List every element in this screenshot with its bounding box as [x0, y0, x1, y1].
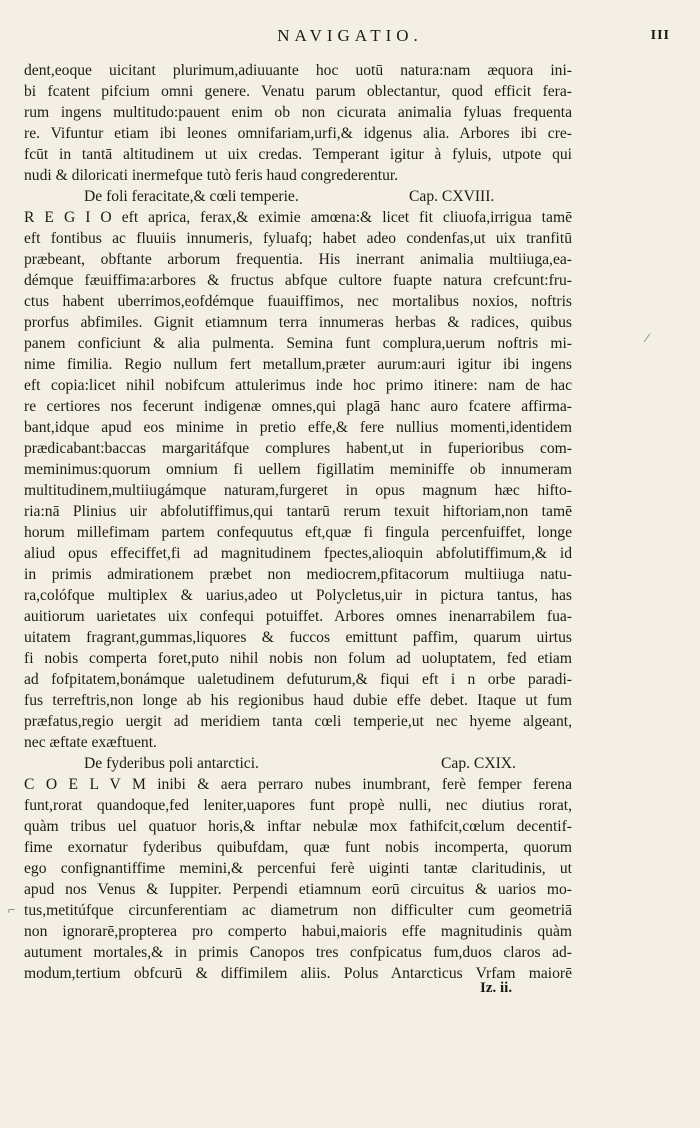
text-line: rum ingens multitudo:pauent enim ob non cicurata animalia fyluas frequenta: [24, 104, 572, 121]
text-line: aliud opus effeciffet,fi ad magnitudinem fpectes,alioquin abfolutiffimum,& id: [24, 545, 572, 562]
chapter-heading-title: De fyderibus poli antarctici.: [84, 755, 259, 772]
chapter-heading: [24, 753, 572, 774]
text-line: quàm tribus uel quatuor horis,& inftar nebulæ mox fathifcit,cœlum decentif-: [24, 818, 572, 835]
text-line: auitiorum uarietates uix confequi potuiffet. Arbores omnes inenarrabilem fua-: [24, 608, 572, 625]
text-line: bi fcatent pifcium omni genere. Venatu parum oblectantur, quod efficit fera-: [24, 83, 572, 100]
text-line: autument mortales,& in primis Canopos tres confpicatus fum,duos claros ad-: [24, 944, 572, 961]
text-line: re certiores nos fecerunt indigenæ omnes,qui plagā hanc auro fcatere affirma-: [24, 398, 572, 415]
catchword: Iz. ii.: [480, 980, 513, 996]
folio-number: III: [650, 28, 670, 43]
chapter-heading-title: De foli feracitate,& cœli temperie.: [84, 188, 299, 205]
text-line: uitatem fragrant,gummas,liquores & fuccos emittunt paffim, quarum uirtus: [24, 629, 572, 646]
text-line: funt,rorat quandoque,fed leniter,uapores funt propè nulli, nec diutius rorat,: [24, 797, 572, 814]
chapter-number: Cap. CXIX.: [441, 755, 516, 772]
text-line: meminimus:quorum omnium fi uellem figillatim meminiffe ob innumeram: [24, 461, 572, 478]
chapter-number: Cap. CXVIII.: [409, 188, 495, 205]
text-line: in primis admirationem præbet non mediocrem,pfitacorum multiiuga natu-: [24, 566, 572, 583]
text-line: prorfus abfimiles. Gignit etiamnum terra innumeras herbas & radices, quibus: [24, 314, 572, 331]
text-line: ra,colófque multiplex & uarius,adeo ut Polycletus,uir in pictura tantus, has: [24, 587, 572, 604]
text-line: re. Vifuntur etiam ibi leones omnifariam,urfi,& idgenus alia. Arbores ibi cre-: [24, 125, 572, 142]
text-line: nec æftate exæftuent.: [24, 734, 157, 751]
text-line: ctus habent uberrimos,eofdémque fuauiffimos, nec mortalibus noxios, noftris: [24, 293, 572, 310]
text-line: dent,eoque uicitant plurimum,adiuuante hoc uotū natura:nam æquora ini-: [24, 62, 572, 79]
text-line: ego confignantiffime memini,& percenfui ferè uiginti tantæ claritudinis, ut: [24, 860, 572, 877]
text-line: modum,tertium obfcurū & diffimilem aliis. Polus Antarcticus Vrfam maiorē: [24, 965, 572, 982]
text-line: ad fofpitatem,bonámque ualetudinem defuturum,& fiqui eft i n orbe paradi-: [24, 671, 572, 688]
marginal-pointer: ⌐: [8, 902, 16, 917]
text-line: nime fimilia. Regio nullum fert metallum,præter aurum:auri igitur ibi ingens: [24, 356, 572, 373]
text-line: nudi & diloricati inermefque tutò feris haud congrederentur.: [24, 167, 399, 184]
text-line: démque fæuiffima:arbores & fructus abfque cultore fuapte natura crefcunt:fru-: [24, 272, 572, 289]
text-line: ria:nā Plinius uir abfolutiffimus,qui tantarū rerum texuit hiftoriam,non tamē: [24, 503, 572, 520]
text-line: multitudinem,multiiugámque naturam,furgeret in opus magnum hæc hifto-: [24, 482, 572, 499]
text-line: horum millefimam partem confequutus eft,quæ fi fingula percenfuiffet, longe: [24, 524, 572, 541]
text-line: præbeant, obftante arborum frequentia. His inerrant animalia multiiuga,ea-: [24, 251, 572, 268]
text-line: C O E L V M inibi & aera perraro nubes inumbrant, ferè femper ferena: [24, 776, 572, 793]
text-line: fime exornatur fyderibus quibufdam, quæ funt nobis incomperta, quorum: [24, 839, 572, 856]
chapter-heading: [24, 186, 572, 207]
text-line: eft fontibus ac fluuiis innumeris, fyluafq; habet adeo condenfas,ut uix tranfitū: [24, 230, 572, 247]
text-block: [24, 60, 572, 984]
marginal-mark: ⁄: [646, 330, 649, 345]
text-line: fi nobis comperta foret,puto nihil nobis non folum ad uoluptatem, fed etiam: [24, 650, 572, 667]
text-line: non ignorarē,propterea pro comperto habui,maioris effe magnitudinis quàm: [24, 923, 572, 940]
text-line: prædicabant:baccas margaritáfque complures habent,ut in fuperioribus com-: [24, 440, 572, 457]
text-line: panem conficiunt & alia pulmenta. Semina funt complura,uerum noftris mi-: [24, 335, 572, 352]
text-line: apud nos Venus & Iuppiter. Perpendi etiamnum eorū circuitus & uarios mo-: [24, 881, 572, 898]
text-line: eft copia:licet nihil nobifcum attulerimus inde hoc primo itinere: nam de hac: [24, 377, 572, 394]
text-line: R E G I O eft aprica, ferax,& eximie amœna:& licet fit cliuofa,irrigua tamē: [24, 209, 572, 226]
text-line: fcūt in tantā altitudinem ut uix credas. Temperant igitur à fyluis, utpote qui: [24, 146, 572, 163]
running-head-title: NAVIGATIO.: [277, 26, 423, 45]
running-head: [0, 26, 700, 50]
text-line: fus terreftris,non longe ab his regionibus haud dubie effe debet. Itaque ut fum: [24, 692, 572, 709]
text-line: præfatus,regio uergit ad meridiem tanta cœli temperie,ut nec hyeme algeant,: [24, 713, 572, 730]
text-line: tus,metitúfque circunferentiam ac diametrum non difficulter cum geometriā: [24, 902, 572, 919]
text-line: bant,idque apud eos minime in pretio effe,& fere nullius momenti,identidem: [24, 419, 572, 436]
